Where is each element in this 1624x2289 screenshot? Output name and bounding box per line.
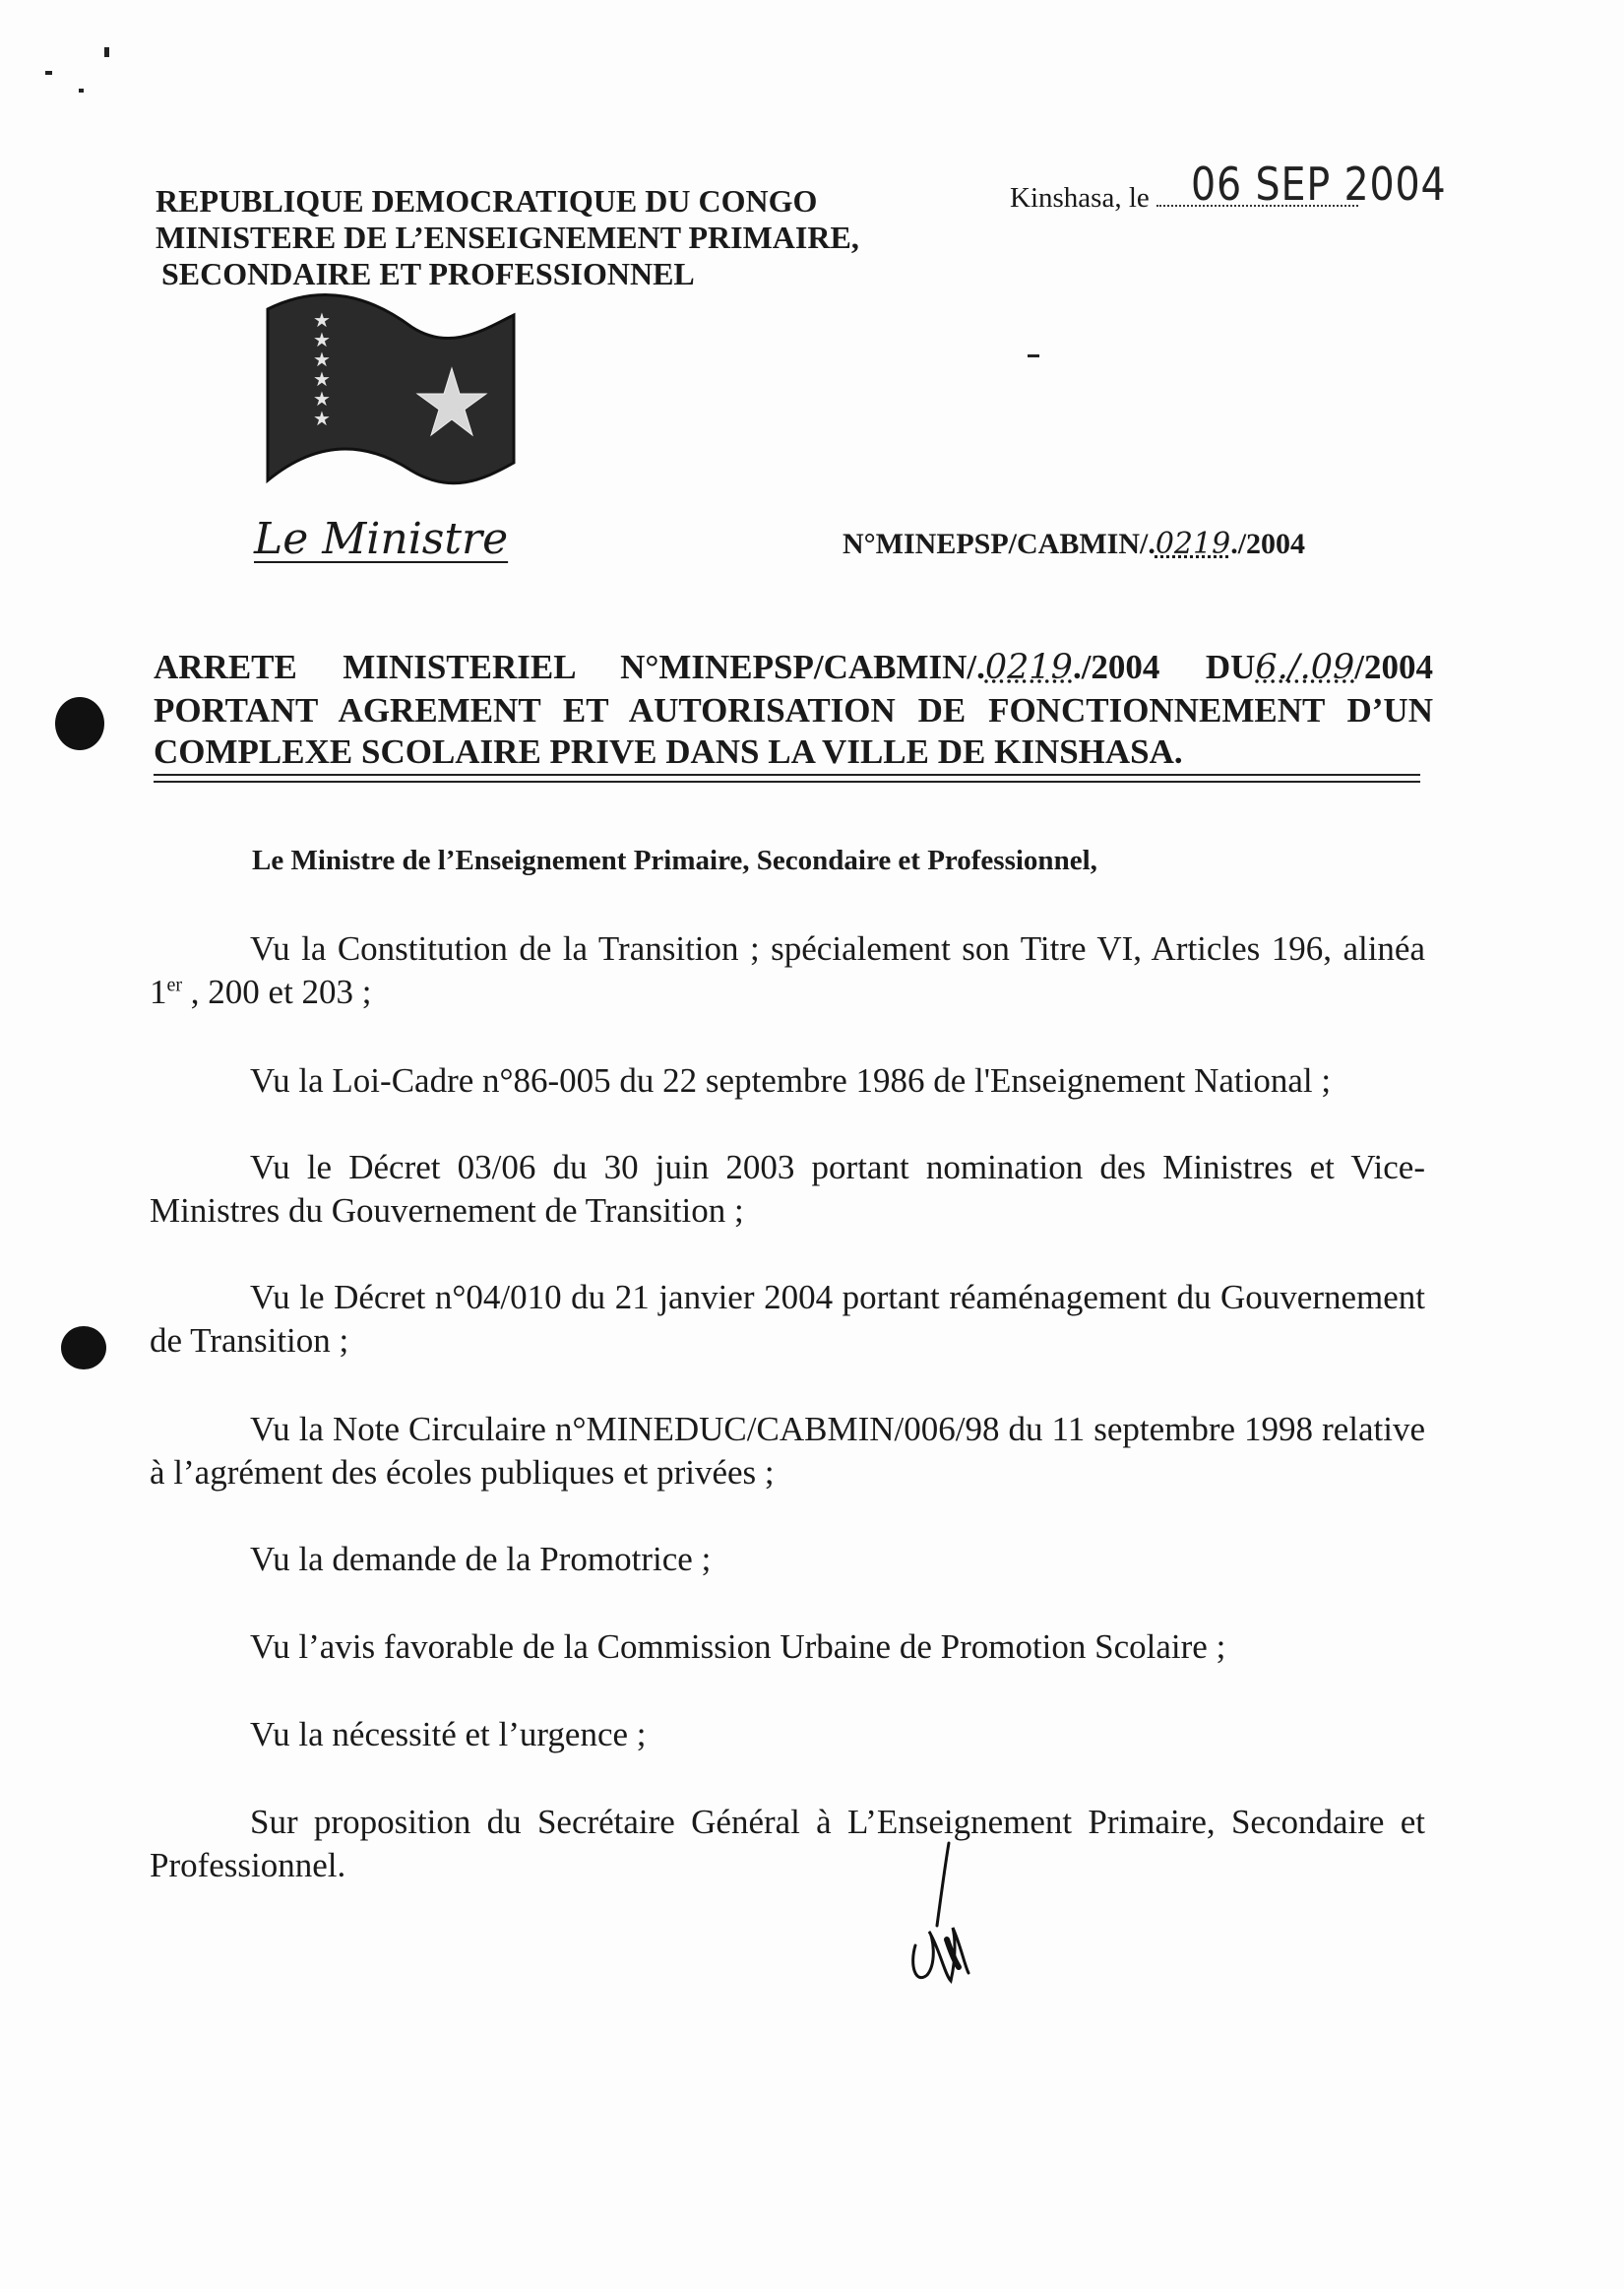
- superscript-er: er: [166, 974, 183, 996]
- punch-hole-mark: [61, 1326, 106, 1369]
- place-label: Kinshasa, le: [1010, 182, 1150, 214]
- reference-number: [843, 527, 1305, 561]
- minister-signature-block: Le Ministre: [254, 514, 509, 564]
- title-suffix: /2004: [1354, 648, 1433, 686]
- recital-constitution-text: Vu la Constitution de la Transition ; spécialement son Titre VI, Articles 196, alinéa 1: [150, 929, 1425, 1011]
- title-handwritten-number: 0219: [984, 648, 1073, 687]
- recital-constitution: [150, 927, 1425, 1014]
- flag-emblem: [264, 287, 518, 490]
- punch-hole-mark: [55, 697, 104, 750]
- decree-title-line1: [154, 646, 1433, 689]
- title-underline: [154, 774, 1420, 776]
- title-mid: ./2004 DU: [1072, 648, 1256, 686]
- decree-title-line3: COMPLEXE SCOLAIRE PRIVE DANS LA VILLE DE KINSHASA.: [154, 732, 1183, 771]
- reference-handwritten-number: 0219: [1155, 527, 1231, 561]
- svg-text:★: ★: [313, 308, 331, 332]
- scan-speck: [45, 71, 52, 75]
- date-stamp: 06 SEP 2004: [1191, 158, 1447, 211]
- title-handwritten-date: 6./.09: [1255, 648, 1355, 687]
- recital-loi-cadre: Vu la Loi-Cadre n°86-005 du 22 septembre 1986 de l'Enseignement National ;: [250, 1061, 1332, 1100]
- reference-prefix: N°MINEPSP/CABMIN/.: [843, 528, 1156, 560]
- svg-text:★: ★: [313, 407, 331, 430]
- letterhead-ministry: MINISTERE DE L’ENSEIGNEMENT PRIMAIRE,: [156, 220, 859, 255]
- recital-decret-nomination: Vu le Décret 03/06 du 30 juin 2003 portant nomination des Ministres et Vice-Ministres du Gouvernement de Transition ;: [150, 1148, 1425, 1230]
- svg-text:★: ★: [313, 367, 331, 391]
- letterhead: [156, 183, 859, 292]
- scan-speck: [104, 47, 109, 57]
- title-underline-double: [154, 781, 1420, 783]
- star-column-icon: [313, 308, 331, 430]
- recital-necessite: Vu la nécessité et l’urgence ;: [250, 1715, 647, 1753]
- svg-text:★: ★: [313, 328, 331, 351]
- scan-speck: [79, 89, 84, 93]
- letterhead-country: REPUBLIQUE DEMOCRATIQUE DU CONGO: [156, 183, 818, 219]
- recital-constitution-tail: , 200 et 203 ;: [182, 973, 372, 1011]
- scan-speck: [1028, 354, 1039, 357]
- letterhead-ministry-cont: SECONDAIRE ET PROFESSIONNEL: [161, 256, 695, 291]
- decree-title-line2: PORTANT AGREMENT ET AUTORISATION DE FONCTIONNEMENT D’UN: [154, 691, 1433, 730]
- recital-note-circulaire: Vu la Note Circulaire n°MINEDUC/CABMIN/006/98 du 11 septembre 1998 relative à l’agrément des écoles publiques et privées ;: [150, 1410, 1425, 1492]
- reference-suffix: ./2004: [1230, 528, 1306, 560]
- minister-intro: Le Ministre de l’Enseignement Primaire, Secondaire et Professionnel,: [252, 845, 1097, 876]
- recital-demande: Vu la demande de la Promotrice ;: [250, 1540, 712, 1578]
- flag-field: [268, 294, 514, 482]
- svg-text:★: ★: [313, 348, 331, 371]
- svg-text:★: ★: [313, 387, 331, 411]
- recital-avis: Vu l’avis favorable de la Commission Urbaine de Promotion Scolaire ;: [250, 1627, 1226, 1666]
- recital-proposition: Sur proposition du Secrétaire Général à L’Enseignement Primaire, Secondaire et Professionnel.: [150, 1803, 1425, 1884]
- handwritten-initials: [886, 1837, 1004, 1995]
- recital-decret-reamenagement: Vu le Décret n°04/010 du 21 janvier 2004 portant réaménagement du Gouvernement de Transition ;: [150, 1278, 1425, 1360]
- title-prefix: ARRETE MINISTERIEL N°MINEPSP/CABMIN/.: [154, 648, 985, 686]
